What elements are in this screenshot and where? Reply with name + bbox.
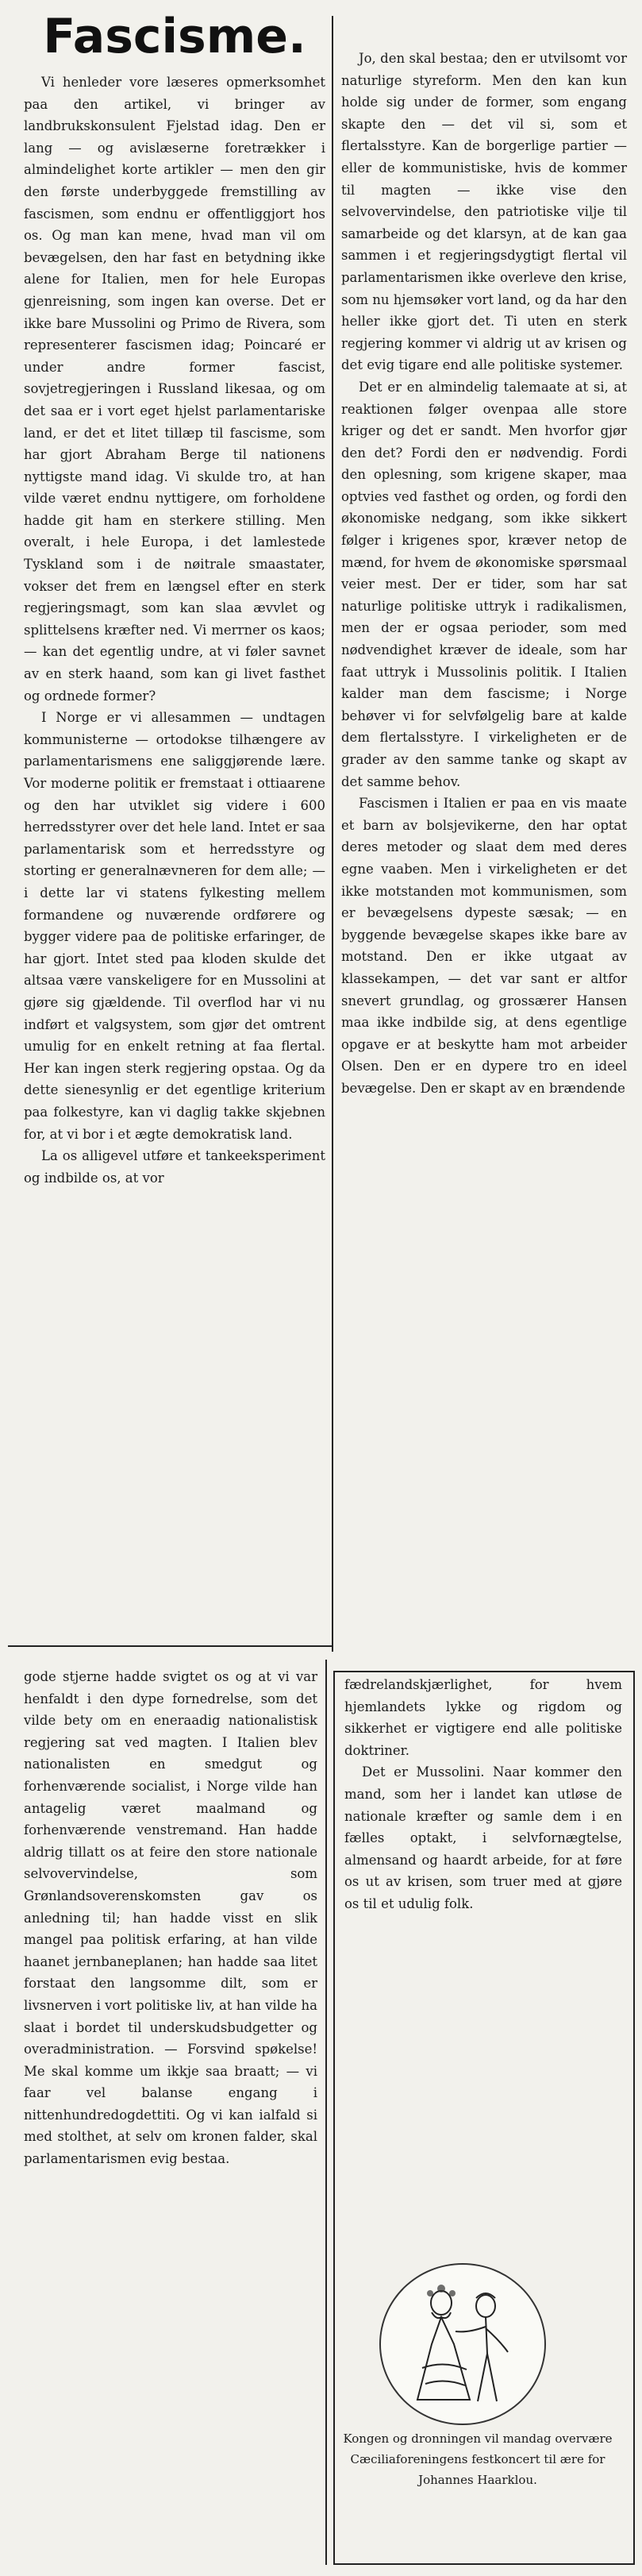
paragraph: gode stjerne hadde svigtet os og at vi var henfaldt i den dype fornedrelse, som det vilde bety om en eneraadig nationalistisk regjering sat ved magten. I Italien blev nationalisten en smedgut og forhenværende socialist, i Norge vilde han antagelig været maalmand og forhenværende venstremand. Han hadde aldrig tillatt os at feire den store nationale selvovervindelse, som Grønlandsoverenskomsten gav os anledning til; han hadde visst en slik mangel paa politisk erfaring, at han vilde haanet jernbaneplanen; han hadde saa litet forstaat den langsomme dilt, som er livsnerven i vort politiske liv, at han vilde ha slaat i bordet til underskudsbudgetter og overadministration. — Forsvind spøkelse! Me skal komme um ikkje saa braatt; — vi faar vel balanse engang i nittenhundredogdettiti. Og vi kan ialfald si med stolthet, at selv om kronen falder, skal parlamentarismen evig bestaa. (24, 1669, 317, 2167)
right-column-top (341, 48, 627, 1100)
article-title: Fascisme. (43, 9, 306, 64)
paragraph: fædrelandskjærlighet, for hvem hjemlandets lykke og rigdom og sikkerhet er vigtigere end alle politiske doktriner. (344, 1677, 622, 1758)
right-column-bottom (344, 1674, 622, 1915)
left-column-bottom (24, 1666, 317, 2170)
paragraph: Det er Mussolini. Naar kommer den mand, som her i landet kan utløse de nationale kræfter og samle dem i en fælles optakt, i selvfornægtelse, almensand og haardt arbeide, for at føre os ut av krisen, som truer med at gjøre os til et udulig folk. (344, 1764, 622, 1911)
illustration-caption: Kongen og dronningen vil mandag overvære Cæciliaforeningens festkoncert til ære for Johannes Haarklou. (343, 2431, 613, 2487)
paragraph: Vi henleder vore læseres opmerksomhet paa den artikel, vi bringer av landbrukskonsulent Fjelstad idag. Den er lang — og avislæserne foretrækker i almindelighet korte artikler — men den gir den første underbyggede fremstilling av fascismen, som endnu er offentliggjort hos os. Og man kan mene, hvad man vil om bevægelsen, den har fast en betydning ikke alene for Italien, men for hele Europas gjenreisning, som ingen kan overse. Det er ikke bare Mussolini og Primo de Rivera, som representerer fascismen idag; Poincaré er under andre former fascist, sovjetregjeringen i Russland likesaa, og om det saa er i vort eget hjelst parlamentariske land, er det et litet tillæp til fascisme, som har gjort Abraham Berge til nationens nyttigste mand idag. Vi skulde tro, at han vilde været endnu nyttigere, om forholdene hadde git ham en sterkere stilling. Men overalt, i hele Europa, i det lamlestede Tyskland som i de nøitrale smaastater, vokser det frem en længsel efter en sterk regjeringsmagt, som kan slaa ævvlet og splittelsens kræfter ned. Vi merrner os kaos; — kan det egentlig undre, at vi føler savnet av en sterk haand, som kan gi livet fasthet og ordnede former? (24, 75, 325, 704)
column-divider (332, 16, 333, 1652)
paragraph: I Norge er vi allesammen — undtagen kommunisterne — ortodokse tilhængere av parlamentarismens ene saliggjørende lære. Vor moderne politik er fremstaat i ottiaarene og den har utviklet sig videre i 600 herredsstyrer over det hele land. Intet er saa parlamentarisk som et herredsstyre og storting er generalnævneren for dem alle; — i dette lar vi statens fylkesting mellem formandene og nuværende ordførere og bygger videre paa de politiske erfaringer, de har gjort. Intet sted paa kloden skulde det altsaa være vanskeligere for en Mussolini at gjøre sig gjældende. Til overflod har vi nu indført et valgsystem, som gjør det omtrent umulig for en enkelt retning at faa flertal. Her kan ingen sterk regjering opstaa. Og da dette sienesynlig er det egentlige kriterium paa folkestyre, kan vi daglig takke skjebnen for, at vi bor i et ægte demokratisk land. (24, 710, 325, 1142)
paragraph: La os alligevel utføre et tankeeksperiment og indbilde os, at vor (24, 1148, 325, 1186)
dancing-couple-icon (381, 2265, 544, 2424)
paragraph: Fascismen i Italien er paa en vis maate et barn av bolsjevikerne, den har optat deres metoder og slaat dem med deres egne vaaben. Men i virkeligheten er det ikke motstanden mot kommunismen, som er bevægelsens dypeste sæsak; — en byggende bevægelse skapes ikke bare av motstand. Den er ikke utgaat av klassekampen, — det var sant er altfor snevert grundlag, og grossærer Hansen maa ikke indbilde sig, at dens egentlige opgave er at beskytte ham mot arbeider Olsen. Den er en dypere tro en ideel bevægelse. Den er skapt av en brændende (341, 796, 627, 1096)
column-divider (325, 1660, 327, 2565)
paragraph: Jo, den skal bestaa; den er utvilsomt vor naturlige styreform. Men den kan kun holde sig under de former, som engang skapte den — det vil si, som et flertalsstyre. Kan de borgerlige partier — eller de kommunistiske, hvis de kommer til magten — ikke vise den selvovervindelse, den patriotiske vilje til samarbeide og det klarsyn, at de kan gaa sammen i et regjeringsdygtigt flertal vil parlamentarismen ikke overleve den krise, som nu hjemsøker vort land, og da har den heller ikke gjort det. Ti uten en sterk regjering kommer vi aldrig ut av krisen og det evig tigare end alle politiske systemer. (341, 51, 627, 373)
section-divider (8, 1645, 332, 1647)
paragraph: Det er en almindelig talemaate at si, at reaktionen følger ovenpaa alle store kriger og det er sandt. Men hvorfor gjør den det? Fordi den er nødvendig. Fordi den oplesning, som krigene skaper, maa optvies ved fasthet og orden, og fordi den økonomiske nedgang, som ikke sikkert følger i krigenes spor, kræver netop de mænd, for hvem de økonomiske spørsmaal veier mest. Der er tider, som har sat naturlige politiske uttryk i radikalismen, men der er ogsaa perioder, som med nødvendighet kræver de ideale, som har faat uttryk i Mussolinis politik. I Italien kalder man dem fascisme; i Norge behøver vi for selvfølgelig bare at kalde dem flertalsstyre. I virkeligheten er de grader av den samme tanke og skapt av det samme behov. (341, 379, 627, 789)
left-column-top (24, 71, 325, 1189)
illustration-dancing-couple (379, 2263, 546, 2425)
